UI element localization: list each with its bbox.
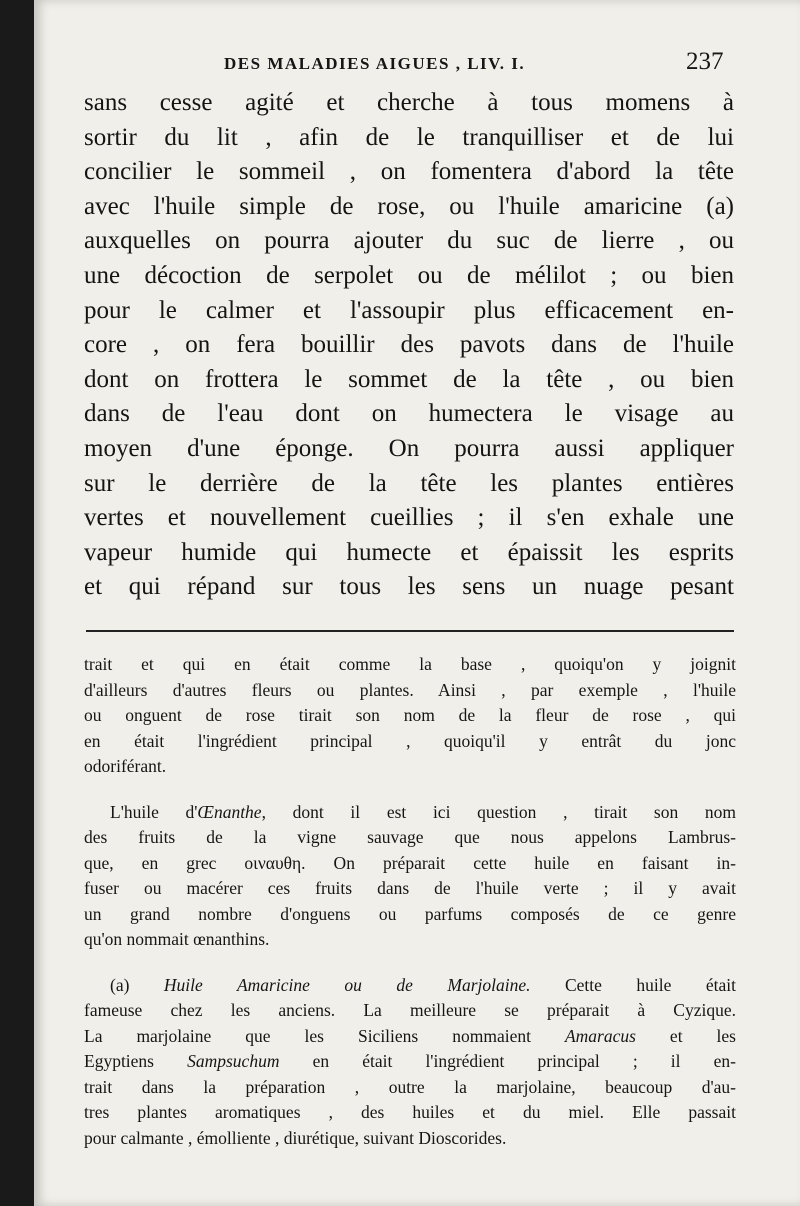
text-line: vertes et nouvellement cueillies ; il s'en exhale une (84, 504, 734, 532)
text-line: dont on frottera le sommet de la tête , ou bien (84, 365, 734, 393)
note-italic-term: Œnanthe (197, 801, 262, 822)
note-line: fameuse chez les anciens. La meilleure se préparait à Cyzique. (84, 1000, 736, 1020)
main-text (84, 86, 734, 605)
note-text: Egyptiens (84, 1051, 188, 1071)
note-line: ou onguent de rose tirait son nom de la fleur de rose , qui (84, 705, 736, 725)
text-line: moyen d'une éponge. On pourra aussi appliquer (84, 434, 734, 462)
text-line: sans cesse agité et cherche à tous momens à (84, 89, 734, 116)
note-italic-term: Amaracus (564, 1025, 636, 1046)
page-number: 237 (686, 48, 724, 75)
footnote-divider (86, 630, 734, 632)
footnote-amaricine (84, 973, 736, 1152)
note-line: qu'on nommait œnanthins. (84, 929, 270, 949)
text-line: une décoction de serpolet ou de mélilot ; ou bien (84, 261, 734, 289)
text-line: auxquelles on pourra ajouter du suc de lierre , ou (84, 227, 734, 255)
book-page (34, 0, 800, 1206)
note-line (84, 1049, 736, 1075)
note-line: tres plantes aromatiques , des huiles et du miel. Elle passait (84, 1102, 736, 1122)
note-line: trait et qui en était comme la base , quoiqu'on y joignit (84, 654, 736, 674)
note-text: (a) (110, 974, 164, 995)
text-line: sur le derrière de la tête les plantes entières (84, 469, 734, 497)
note-line: pour calmante , émolliente , diurétique, suivant Dioscorides. (84, 1127, 507, 1148)
note-line (84, 973, 736, 999)
note-line (84, 800, 736, 826)
footnote-oenanthe (84, 800, 736, 953)
footnote-continuation (84, 652, 736, 780)
text-line: dans de l'eau dont on humectera le visage au (84, 400, 734, 428)
note-line: odoriférant. (84, 756, 167, 776)
note-line (84, 1024, 736, 1050)
note-line: d'ailleurs d'autres fleurs ou plantes. Ainsi , par exemple , l'huile (84, 679, 736, 700)
footnotes (84, 652, 736, 1171)
text-line: sortir du lit , afin de le tranquilliser et de lui (84, 123, 734, 151)
text-line: pour le calmer et l'assoupir plus efficacement en- (84, 296, 734, 324)
note-text: Cette huile était (530, 974, 736, 995)
note-line: un grand nombre d'onguens ou parfums composés de ce genre (84, 903, 736, 924)
note-text: en était l'ingrédient principal ; il en- (279, 1051, 736, 1071)
text-line: core , on fera bouillir des pavots dans de l'huile (84, 331, 734, 359)
text-line: vapeur humide qui humecte et épaissit les esprits (84, 538, 734, 566)
note-line: que, en grec οιναυθη. On préparait cette huile en faisant in- (84, 852, 736, 873)
page-header (34, 50, 800, 80)
note-line: trait dans la préparation , outre la marjolaine, beaucoup d'au- (84, 1076, 736, 1097)
text-line: concilier le sommeil , on fomentera d'abord la tête (84, 158, 734, 186)
note-text: et les (635, 1025, 736, 1046)
note-italic-term: Huile Amaricine ou de Marjolaine. (163, 974, 531, 995)
note-line: fuser ou macérer ces fruits dans de l'huile verte ; il y avait (84, 878, 736, 898)
text-line: et qui répand sur tous les sens un nuage pesant (84, 573, 734, 601)
note-line: en était l'ingrédient principal , quoiqu'il y entrât du jonc (84, 730, 736, 751)
text-line: avec l'huile simple de rose, ou l'huile amaricine (a) (84, 192, 734, 220)
note-text: La marjolaine que les Siciliens nommaient (84, 1025, 565, 1046)
note-text: , dont il est ici question , tirait son nom (261, 801, 736, 822)
note-italic-term: Sampsuchum (187, 1051, 280, 1071)
running-title: DES MALADIES AIGUES , LIV. I. (224, 54, 526, 73)
note-text: L'huile d' (110, 801, 198, 822)
note-line: des fruits de la vigne sauvage que nous appelons Lambrus- (84, 827, 736, 847)
